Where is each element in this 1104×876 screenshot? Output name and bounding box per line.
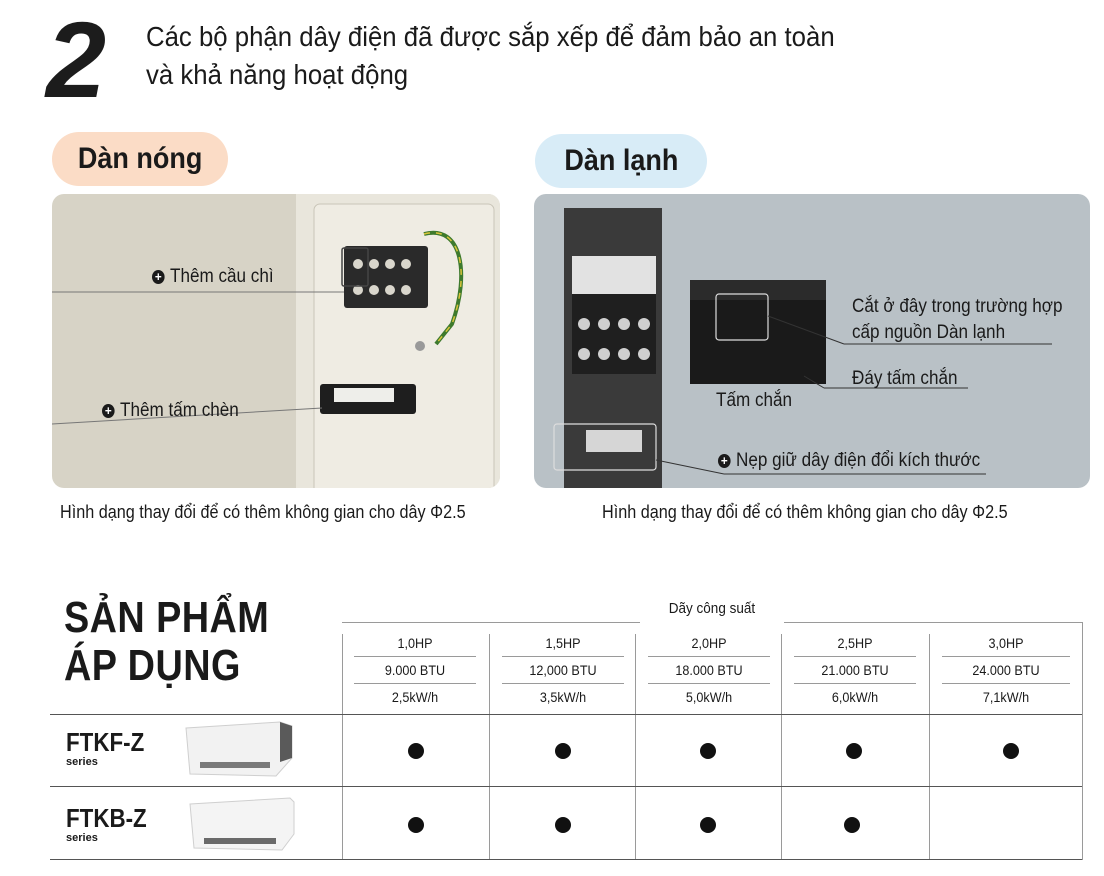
outdoor-terminal-illustration (52, 194, 500, 488)
model-name: FTKB-Z (66, 803, 147, 833)
callout-plate: Tấm chắn (716, 390, 793, 411)
plus-icon: + (718, 454, 731, 468)
product-image-ftkf (180, 718, 296, 785)
callout-add-insert: + Thêm tấm chèn (102, 400, 239, 422)
availability-dot (408, 743, 424, 759)
product-image-ftkb (186, 792, 298, 859)
capacity-column: 1,5HP 12,000 BTU 3,5kW/h (490, 630, 636, 710)
divider (635, 634, 636, 860)
availability-dot (555, 817, 571, 833)
callout-plate-bottom: Đáy tấm chắn (852, 368, 958, 389)
availability-dot (844, 817, 860, 833)
availability-dot (1003, 743, 1019, 759)
section-heading (146, 18, 835, 94)
outdoor-unit-photo (52, 194, 500, 488)
model-name: FTKF-Z (66, 727, 145, 757)
capacity-column: 3,0HP 24.000 BTU 7,1kW/h (930, 630, 1082, 710)
availability-dot (555, 743, 571, 759)
capacity-range-header: Dãy công suất (668, 600, 756, 617)
heading-line-1: Các bộ phận dây điện đã được sắp xếp để đảm bảo an toàn (146, 21, 835, 52)
heading-line-2: và khả năng hoạt động (146, 59, 409, 90)
outdoor-caption: Hình dạng thay đổi để có thêm không gian cho dây Φ2.5 (60, 502, 466, 522)
divider (50, 714, 1082, 715)
availability-dot (408, 817, 424, 833)
plus-icon: + (152, 270, 165, 284)
divider (342, 634, 343, 860)
table-row (66, 804, 160, 844)
plus-icon: + (102, 404, 115, 418)
capacity-column: 2,5HP 21.000 BTU 6,0kW/h (782, 630, 928, 710)
outdoor-unit-label: Dàn nóng (52, 132, 228, 186)
products-title: SẢN PHẨM ÁP DỤNG (64, 593, 270, 690)
divider (1082, 622, 1083, 860)
divider (784, 622, 1082, 623)
capacity-column: 1,0HP 9.000 BTU 2,5kW/h (342, 630, 488, 710)
indoor-unit-label: Dàn lạnh (535, 134, 707, 188)
divider (342, 622, 640, 623)
step-number: 2 (46, 0, 103, 120)
callout-add-fuse: + Thêm cầu chì (152, 266, 274, 288)
divider (50, 786, 1082, 787)
divider (50, 859, 1082, 860)
capacity-column: 2,0HP 18.000 BTU 5,0kW/h (636, 630, 782, 710)
series-label: series (66, 756, 98, 768)
callout-wire-clamp: + Nẹp giữ dây điện đổi kích thước (718, 450, 980, 472)
availability-dot (846, 743, 862, 759)
availability-dot (700, 817, 716, 833)
divider (929, 634, 930, 860)
table-row (66, 728, 157, 768)
availability-dot (700, 743, 716, 759)
series-label: series (66, 832, 98, 844)
callout-cut-here: Cắt ở đây trong trường hợp cấp nguồn Dàn lạnh (852, 296, 1063, 343)
divider (489, 634, 490, 860)
indoor-caption: Hình dạng thay đổi để có thêm không gian cho dây Φ2.5 (602, 502, 1008, 522)
divider (781, 634, 782, 860)
